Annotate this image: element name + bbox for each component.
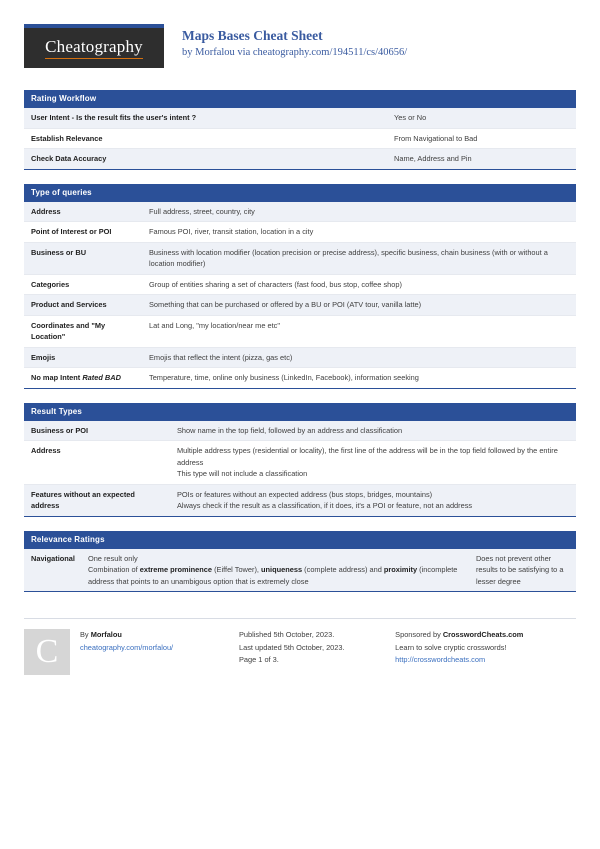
row-value xyxy=(387,108,576,128)
row-value-paragraph: From Navigational to Bad xyxy=(394,133,478,143)
table-row xyxy=(24,108,576,128)
sections-host xyxy=(24,90,576,517)
row-value xyxy=(142,368,576,389)
row-label: User Intent - Is the result fits the user's intent ? xyxy=(24,108,387,128)
row-value xyxy=(142,274,576,295)
row-value-paragraph: This type will not include a classification xyxy=(177,469,308,478)
section-heading: Result Types xyxy=(24,403,576,421)
row-value-paragraph: Lat and Long, "my location/near me etc" xyxy=(149,320,280,330)
row-value-paragraph: Famous POI, river, transit station, location in a city xyxy=(149,227,314,236)
table-row xyxy=(24,202,576,222)
table-row xyxy=(24,128,576,149)
logo-text: Cheatography xyxy=(45,37,143,59)
cheatography-logo[interactable] xyxy=(24,24,164,68)
title-block xyxy=(182,24,407,60)
row-label: No map Intent Rated BAD xyxy=(24,368,142,389)
page-footer xyxy=(24,608,576,675)
section-type-of-queries xyxy=(24,184,576,389)
byline-prefix: by Morfalou via xyxy=(182,47,253,58)
row-value xyxy=(142,295,576,316)
section-relevance-ratings xyxy=(24,531,576,593)
row-label: Navigational xyxy=(24,549,81,592)
updated-date: Last updated 5th October, 2023. xyxy=(238,642,345,652)
author-meta xyxy=(80,629,173,675)
row-label: Establish Relevance xyxy=(24,128,387,149)
row-value xyxy=(387,128,576,149)
row-value: One result only Combination of extreme prominence (Eiffel Tower), uniqueness (complete address) and proximity (incomplete address that points to an unambigous option that is extremely close xyxy=(81,549,469,592)
table-row xyxy=(24,295,576,316)
row-value-paragraph: Multiple address types (residential or locality), the first line of the address will be in the top field followed by the entire address xyxy=(177,446,558,467)
row-label: Point of Interest or POI xyxy=(24,222,142,243)
result-types-table xyxy=(24,421,576,517)
row-label: Business or POI xyxy=(24,421,170,441)
row-label: Emojis xyxy=(24,347,142,368)
author-link[interactable]: cheatography.com/morfalou/ xyxy=(80,642,174,652)
section-heading: Rating Workflow xyxy=(24,90,576,108)
row-value-paragraph: Emojis that reflect the intent (pizza, gas etc) xyxy=(149,352,293,362)
row-label: Categories xyxy=(24,274,142,295)
section-result-types xyxy=(24,403,576,517)
type-of-queries-table xyxy=(24,202,576,389)
sponsor-link[interactable]: http://crosswordcheats.com xyxy=(395,655,486,664)
row-label: Address xyxy=(24,202,142,222)
row-value xyxy=(170,484,576,516)
row-label: Features without an expected address xyxy=(24,484,170,516)
page-header xyxy=(24,24,576,72)
relevance-table xyxy=(24,549,576,593)
row-value-paragraph: POIs or features without an expected address (bus stops, bridges, mountains) xyxy=(177,489,433,499)
section-rating-workflow xyxy=(24,90,576,170)
cheat-sheet-page xyxy=(24,24,576,675)
table-row xyxy=(24,484,576,516)
row-label: Coordinates and "My Location" xyxy=(24,315,142,347)
row-label: Check Data Accuracy xyxy=(24,149,387,170)
row-value-paragraph: Temperature, time, online only business (LinkedIn, Facebook), information seeking xyxy=(149,373,419,382)
row-label: Business or BU xyxy=(24,242,142,274)
row-value xyxy=(142,347,576,368)
row-value-paragraph: Full address, street, country, city xyxy=(149,206,255,216)
footer-sponsor-column xyxy=(395,618,576,675)
table-row xyxy=(24,347,576,368)
row-value-paragraph: Show name in the top field, followed by an address and classification xyxy=(177,425,403,435)
byline xyxy=(182,45,407,60)
sponsor-name: CrosswordCheats.com xyxy=(442,630,524,639)
sponsor-prefix: Sponsored by xyxy=(395,630,443,639)
sponsor-byline xyxy=(395,629,562,642)
avatar: C xyxy=(24,629,70,675)
footer-dates-column xyxy=(239,618,395,675)
rating-workflow-table xyxy=(24,108,576,170)
page-number: Page 1 of 3. xyxy=(238,655,279,664)
table-row xyxy=(24,368,576,389)
table-row xyxy=(24,315,576,347)
row-value-paragraph: Name, Address and Pin xyxy=(394,154,472,163)
row-value-paragraph: Business with location modifier (location precision or precise address), specific business, chain business (with or without a location modifier) xyxy=(149,247,548,268)
table-row xyxy=(24,222,576,243)
row-value-paragraph: Group of entities sharing a set of characters (fast food, bus stop, coffee shop) xyxy=(149,279,402,289)
row-value xyxy=(142,222,576,243)
table-row xyxy=(24,421,576,441)
author-name: Morfalou xyxy=(90,630,122,639)
table-row xyxy=(24,149,576,170)
page-title: Maps Bases Cheat Sheet xyxy=(182,28,323,43)
row-value-paragraph: Yes or No xyxy=(394,113,427,122)
author-byline xyxy=(80,629,173,642)
byline-link[interactable]: cheatography.com/194511/cs/40656/ xyxy=(252,47,408,58)
row-label: Address xyxy=(24,441,170,485)
table-row xyxy=(24,549,576,592)
row-value-paragraph: Always check if the result as a classification, if it does, it's a POI or feature, not an address xyxy=(177,501,473,510)
table-row xyxy=(24,441,576,485)
published-date: Published 5th October, 2023. xyxy=(238,630,335,639)
author-prefix: By xyxy=(80,630,91,639)
row-value xyxy=(142,315,576,347)
row-value xyxy=(142,202,576,222)
table-row xyxy=(24,274,576,295)
section-heading: Type of queries xyxy=(24,184,576,202)
row-value xyxy=(142,242,576,274)
footer-author-column xyxy=(24,618,239,675)
sponsor-tagline: Learn to solve cryptic crosswords! xyxy=(395,642,507,652)
row-note: Does not prevent other results to be satisfying to a lesser degree xyxy=(469,549,576,592)
table-row xyxy=(24,242,576,274)
row-value xyxy=(387,149,576,170)
row-value-paragraph: Something that can be purchased or offered by a BU or POI (ATV tour, vanilla latte) xyxy=(149,300,422,309)
row-value xyxy=(170,421,576,441)
row-value xyxy=(170,441,576,485)
section-heading: Relevance Ratings xyxy=(24,531,576,549)
row-label: Product and Services xyxy=(24,295,142,316)
